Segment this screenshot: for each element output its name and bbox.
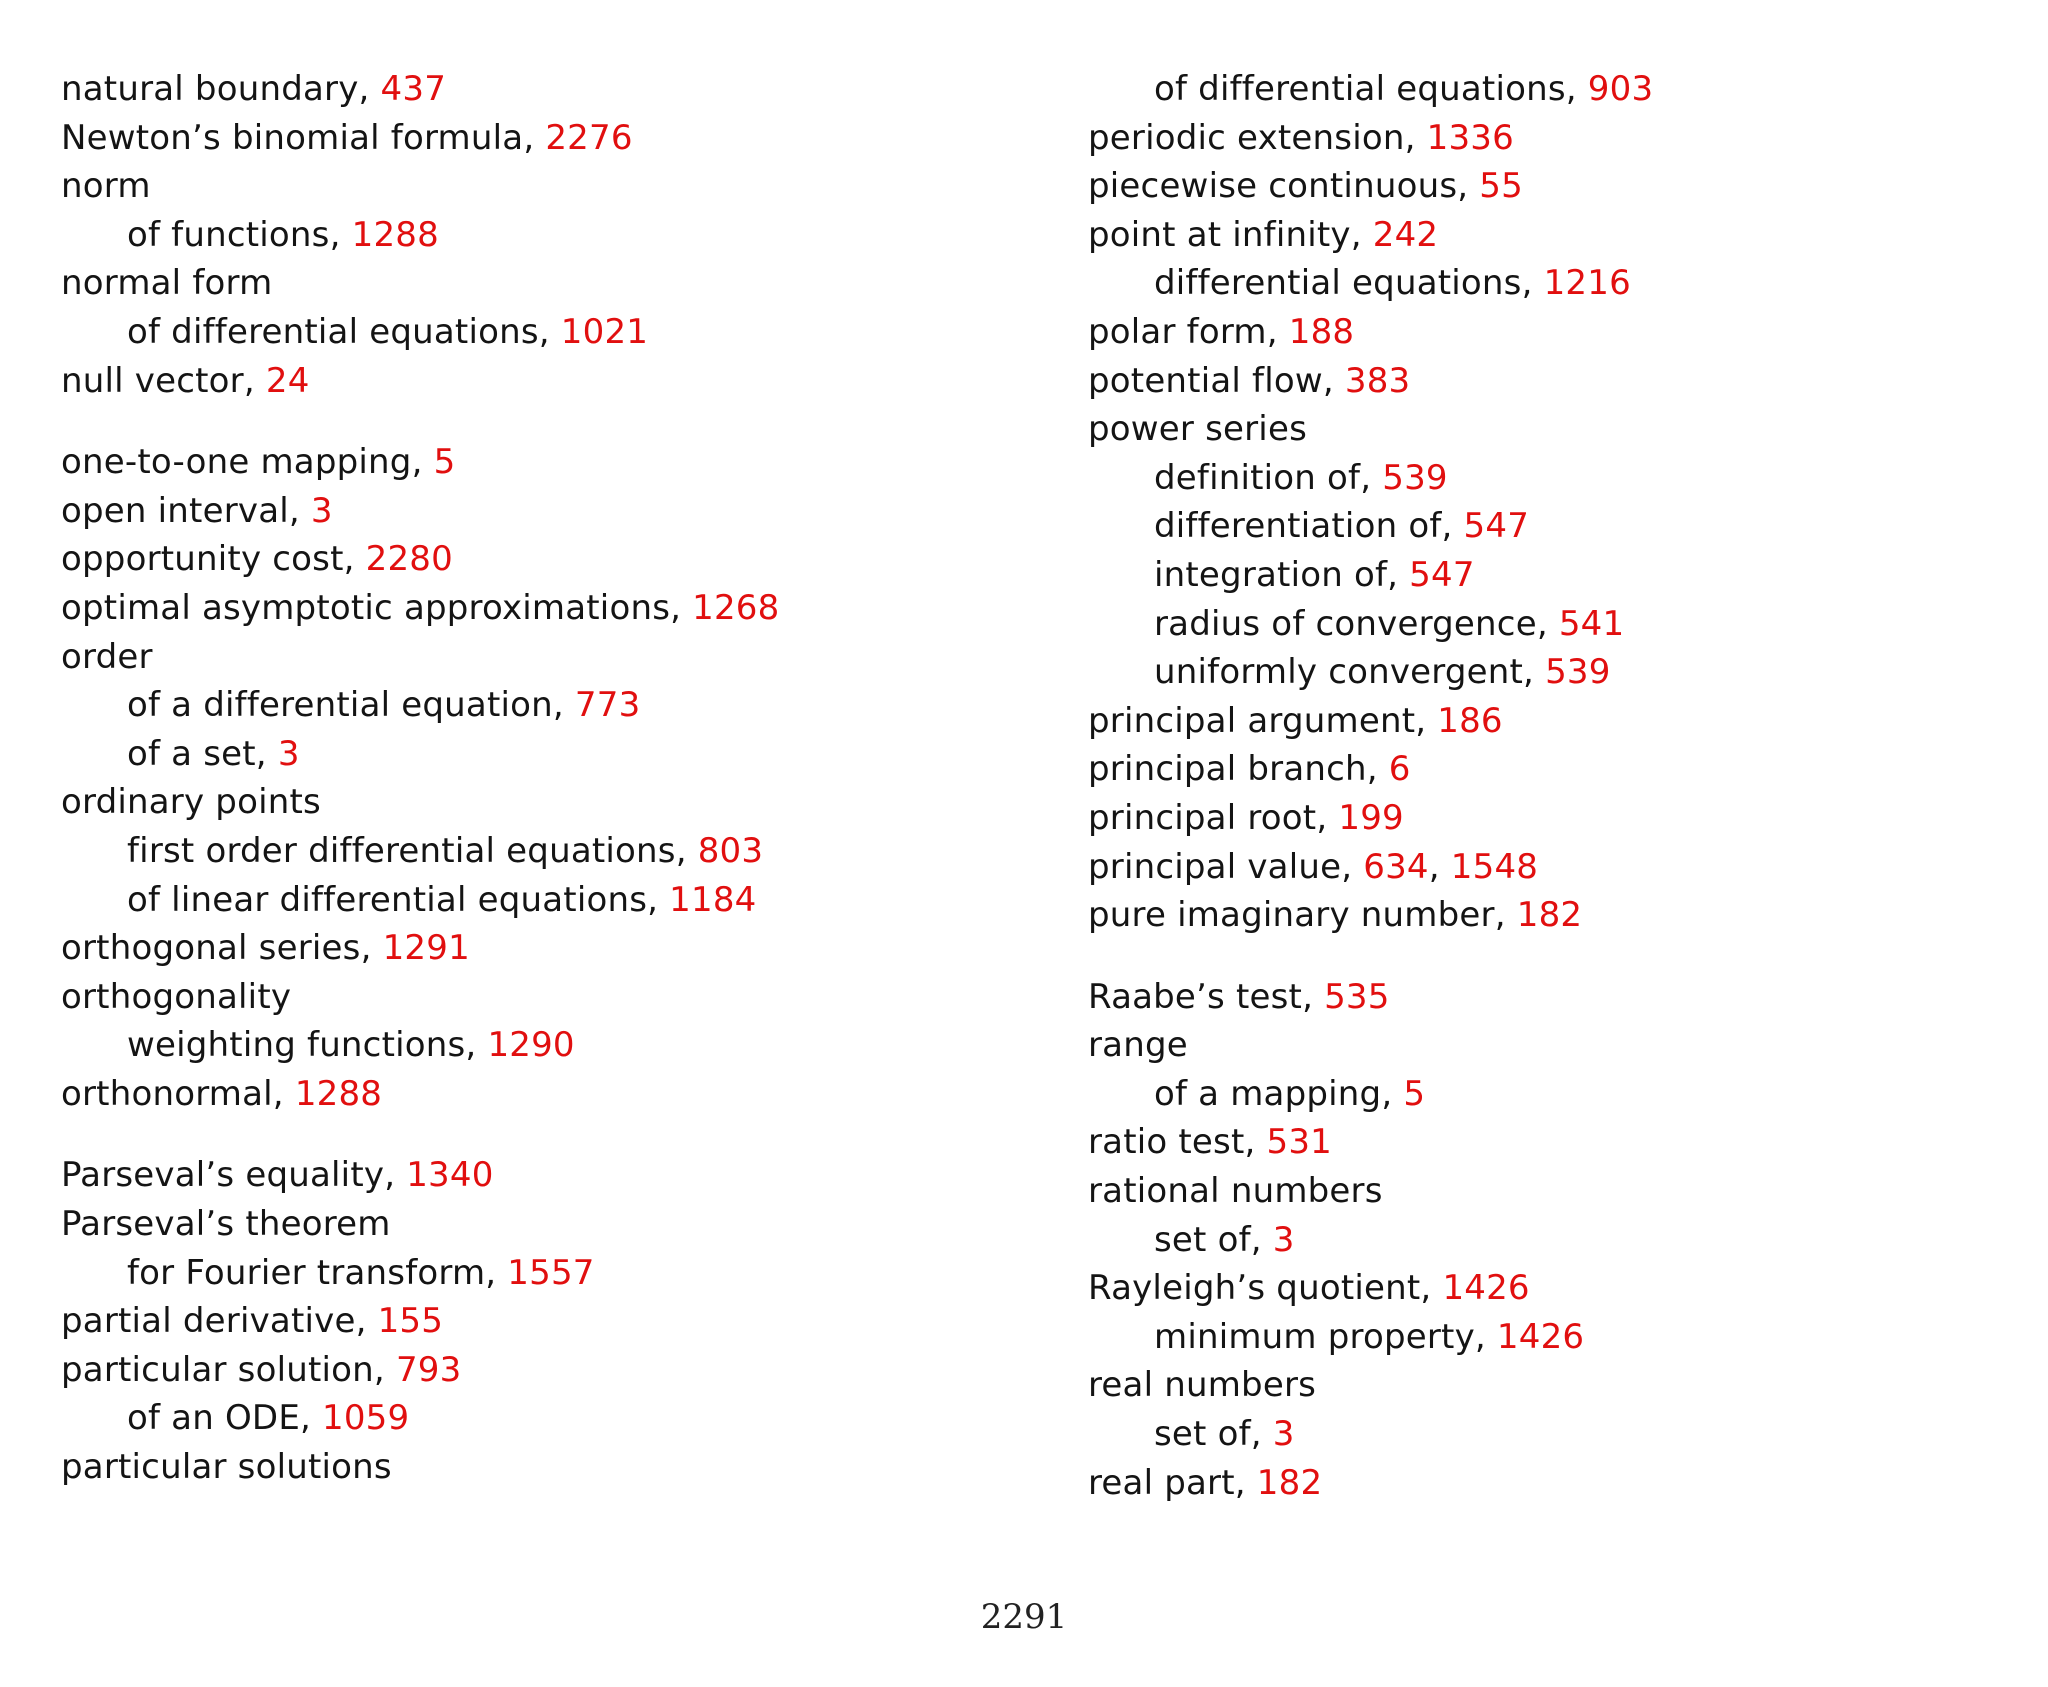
page-reference-link[interactable]: 1290 bbox=[487, 1025, 575, 1066]
index-term: Raabe’s test bbox=[1088, 976, 1303, 1017]
index-entry bbox=[61, 259, 1021, 308]
index-term: differentiation of bbox=[1154, 506, 1442, 547]
page-reference-link[interactable]: 188 bbox=[1288, 311, 1355, 352]
page-reference-link[interactable]: 1288 bbox=[294, 1073, 383, 1114]
index-subentry: of functions, 1288 bbox=[127, 214, 439, 255]
index-entry: principal argument, 186 bbox=[1088, 700, 1503, 741]
index-term: Parseval’s equality bbox=[61, 1155, 385, 1196]
index-subentry: integration of, 547 bbox=[1154, 554, 1475, 595]
page-reference-link[interactable]: 1336 bbox=[1426, 117, 1514, 158]
index-term: definition of bbox=[1154, 457, 1361, 498]
index-term: ordinary points bbox=[61, 782, 321, 823]
index-entry: principal branch, 6 bbox=[1088, 749, 1411, 790]
page-reference-link[interactable]: 2276 bbox=[545, 117, 633, 158]
index-entry: Parseval’s equality, 1340 bbox=[61, 1155, 494, 1196]
index-subentry: uniformly convergent, 539 bbox=[1154, 652, 1611, 693]
index-entry: orthonormal, 1288 bbox=[61, 1073, 383, 1114]
page-reference-link[interactable]: 186 bbox=[1437, 700, 1503, 741]
index-term: Newton’s binomial formula bbox=[61, 117, 524, 158]
page-number: 2291 bbox=[980, 1597, 1068, 1637]
index-entry: optimal asymptotic approximations, 1268 bbox=[61, 587, 780, 628]
index-column-left bbox=[61, 65, 1021, 1492]
index-entry bbox=[61, 1200, 1021, 1249]
index-entry: open interval, 3 bbox=[61, 490, 333, 531]
index-term: for Fourier transform bbox=[127, 1252, 486, 1293]
page-reference-link[interactable]: 1184 bbox=[669, 879, 757, 920]
index-entry: piecewise continuous, 55 bbox=[1088, 166, 1523, 207]
index-term: integration of bbox=[1154, 554, 1388, 595]
page-reference-link[interactable]: 6 bbox=[1388, 749, 1411, 790]
index-term: radius of convergence bbox=[1154, 603, 1537, 644]
index-term: Rayleigh’s quotient bbox=[1088, 1268, 1421, 1309]
index-subentry: of linear differential equations, 1184 bbox=[127, 879, 757, 920]
index-term: periodic extension bbox=[1088, 117, 1405, 158]
page-reference-link[interactable]: 541 bbox=[1558, 603, 1625, 644]
page-reference-link[interactable]: 242 bbox=[1372, 214, 1439, 255]
index-term: Parseval’s theorem bbox=[61, 1204, 391, 1245]
index-term: piecewise continuous bbox=[1088, 166, 1458, 207]
index-term: orthonormal bbox=[61, 1073, 273, 1114]
index-column-right bbox=[1088, 65, 2008, 1507]
page-reference-link[interactable]: 1268 bbox=[692, 587, 780, 628]
index-term: principal root bbox=[1088, 797, 1317, 838]
index-term: rational numbers bbox=[1088, 1171, 1383, 1212]
index-term: of differential equations bbox=[1154, 69, 1566, 109]
page-reference-link[interactable]: 383 bbox=[1344, 360, 1411, 401]
page-reference-link[interactable]: 1216 bbox=[1543, 263, 1631, 304]
index-entry: orthogonal series, 1291 bbox=[61, 928, 470, 969]
index-subentry: weighting functions, 1290 bbox=[127, 1025, 575, 1066]
page-reference-link[interactable]: 3 bbox=[310, 490, 333, 531]
index-subentry: definition of, 539 bbox=[1154, 457, 1448, 498]
page-reference-link[interactable]: 199 bbox=[1338, 797, 1404, 838]
index-term: ratio test bbox=[1088, 1122, 1245, 1163]
page-reference-link[interactable]: 1548 bbox=[1450, 846, 1539, 887]
index-term: real part bbox=[1088, 1462, 1235, 1503]
index-term: power series bbox=[1088, 409, 1307, 450]
index-entry bbox=[1088, 1167, 2008, 1216]
index-entry: Rayleigh’s quotient, 1426 bbox=[1088, 1268, 1530, 1309]
page-reference-link[interactable]: 5 bbox=[433, 442, 456, 483]
index-subentry: set of, 3 bbox=[1154, 1219, 1295, 1260]
index-term: one-to-one mapping bbox=[61, 442, 412, 483]
page-reference-link[interactable]: 547 bbox=[1409, 554, 1475, 595]
page-reference-link[interactable]: 1340 bbox=[406, 1155, 494, 1196]
index-term: particular solutions bbox=[61, 1447, 392, 1488]
index-subentry: first order differential equations, 803 bbox=[127, 830, 764, 871]
index-term: of a differential equation bbox=[127, 685, 553, 726]
index-entry: real part, 182 bbox=[1088, 1462, 1323, 1503]
index-term: of functions bbox=[127, 214, 330, 255]
index-entry bbox=[61, 778, 1021, 827]
page-reference-link[interactable]: 3 bbox=[1272, 1219, 1295, 1260]
index-term: of an ODE bbox=[127, 1398, 300, 1439]
page-reference-link[interactable]: 55 bbox=[1479, 166, 1523, 207]
index-term: of a mapping bbox=[1154, 1073, 1382, 1114]
index-subentry: of a set, 3 bbox=[127, 733, 300, 774]
index-term: potential flow bbox=[1088, 360, 1323, 401]
page-reference-link[interactable]: 155 bbox=[377, 1301, 444, 1342]
index-subentry: of a differential equation, 773 bbox=[127, 685, 641, 726]
page-reference-link[interactable]: 182 bbox=[1516, 895, 1583, 936]
index-entry: periodic extension, 1336 bbox=[1088, 117, 1514, 158]
index-term: point at infinity bbox=[1088, 214, 1351, 255]
index-term: principal branch bbox=[1088, 749, 1367, 790]
index-term: orthogonal series bbox=[61, 928, 361, 969]
index-term: range bbox=[1088, 1025, 1188, 1066]
index-term: first order differential equations bbox=[127, 830, 676, 871]
index-entry: Raabe’s test, 535 bbox=[1088, 976, 1390, 1017]
index-entry: particular solution, 793 bbox=[61, 1349, 462, 1390]
page-reference-link[interactable]: 24 bbox=[265, 360, 310, 401]
index-entry bbox=[1088, 405, 2008, 454]
index-term: set of bbox=[1154, 1414, 1251, 1455]
index-entry: principal root, 199 bbox=[1088, 797, 1404, 838]
index-subentry: minimum property, 1426 bbox=[1154, 1316, 1585, 1357]
page-reference-link[interactable]: 1059 bbox=[322, 1398, 410, 1439]
page-reference-link[interactable]: 182 bbox=[1256, 1462, 1323, 1503]
index-entry: potential flow, 383 bbox=[1088, 360, 1411, 401]
index-term: null vector bbox=[61, 360, 244, 401]
page-reference-link[interactable]: 3 bbox=[277, 733, 300, 774]
page-reference-link[interactable]: 2280 bbox=[365, 539, 453, 580]
index-term: of linear differential equations bbox=[127, 879, 648, 920]
page-reference-link[interactable]: 3 bbox=[1272, 1414, 1295, 1455]
index-entry: point at infinity, 242 bbox=[1088, 214, 1439, 255]
index-term: real numbers bbox=[1088, 1365, 1317, 1406]
index-term: open interval bbox=[61, 490, 289, 531]
index-entry: pure imaginary number, 182 bbox=[1088, 895, 1583, 936]
page-reference-link[interactable]: 437 bbox=[380, 69, 447, 109]
page-reference-link[interactable]: 1557 bbox=[507, 1252, 595, 1293]
index-entry: polar form, 188 bbox=[1088, 311, 1355, 352]
index-entry: principal value, 634, 1548 bbox=[1088, 846, 1539, 887]
index-entry bbox=[61, 162, 1021, 211]
page-reference-link[interactable]: 5 bbox=[1403, 1073, 1426, 1114]
page-reference-link[interactable]: 539 bbox=[1545, 652, 1611, 693]
index-entry: natural boundary, 437 bbox=[61, 69, 447, 109]
page-reference-link[interactable]: 1426 bbox=[1442, 1268, 1530, 1309]
index-term: order bbox=[61, 636, 153, 677]
index-entry bbox=[61, 1443, 1021, 1492]
index-entry: opportunity cost, 2280 bbox=[61, 539, 453, 580]
index-term: orthogonality bbox=[61, 976, 292, 1017]
page-reference-link[interactable]: 547 bbox=[1463, 506, 1530, 547]
page-reference-link[interactable]: 773 bbox=[574, 685, 641, 726]
index-term: optimal asymptotic approximations bbox=[61, 587, 671, 628]
page-reference-link[interactable]: 793 bbox=[395, 1349, 462, 1390]
index-term: partial derivative bbox=[61, 1301, 356, 1342]
index-term: differential equations bbox=[1154, 263, 1522, 304]
index-term: weighting functions bbox=[127, 1025, 466, 1066]
index-subentry: differential equations, 1216 bbox=[1154, 263, 1631, 304]
index-entry: partial derivative, 155 bbox=[61, 1301, 444, 1342]
page-reference-link[interactable]: 1021 bbox=[560, 311, 649, 352]
page-reference-link[interactable]: 1291 bbox=[382, 928, 470, 969]
index-term: uniformly convergent bbox=[1154, 652, 1524, 693]
index-term: set of bbox=[1154, 1219, 1251, 1260]
index-subentry: of an ODE, 1059 bbox=[127, 1398, 410, 1439]
index-entry bbox=[61, 973, 1021, 1022]
index-term: principal argument bbox=[1088, 700, 1416, 741]
index-term: normal form bbox=[61, 263, 273, 304]
index-entry: one-to-one mapping, 5 bbox=[61, 442, 456, 483]
index-entry: ratio test, 531 bbox=[1088, 1122, 1333, 1163]
index-term: natural boundary bbox=[61, 69, 359, 109]
index-term: of a set bbox=[127, 733, 256, 774]
page-reference-link[interactable]: 803 bbox=[697, 830, 764, 871]
index-subentry: radius of convergence, 541 bbox=[1154, 603, 1625, 644]
index-entry bbox=[1088, 1021, 2008, 1070]
index-term: norm bbox=[61, 166, 151, 207]
page-reference-link[interactable]: 634 bbox=[1363, 846, 1429, 887]
page-reference-link[interactable]: 531 bbox=[1266, 1122, 1333, 1163]
page-reference-link[interactable]: 539 bbox=[1382, 457, 1448, 498]
index-entry bbox=[1088, 1361, 2008, 1410]
page-reference-link[interactable]: 1426 bbox=[1496, 1316, 1585, 1357]
index-term: opportunity cost bbox=[61, 539, 344, 580]
index-entry: Newton’s binomial formula, 2276 bbox=[61, 117, 633, 158]
index-term: pure imaginary number bbox=[1088, 895, 1495, 936]
index-term: of differential equations bbox=[127, 311, 539, 352]
index-subentry: of differential equations, 1021 bbox=[127, 311, 649, 352]
index-term: minimum property bbox=[1154, 1316, 1475, 1357]
index-subentry: of a mapping, 5 bbox=[1154, 1073, 1426, 1114]
index-entry: null vector, 24 bbox=[61, 360, 310, 401]
index-term: principal value bbox=[1088, 846, 1342, 887]
page-reference-link[interactable]: 903 bbox=[1587, 69, 1654, 109]
page-reference-link[interactable]: 535 bbox=[1324, 976, 1390, 1017]
index-term: particular solution bbox=[61, 1349, 374, 1390]
index-subentry: set of, 3 bbox=[1154, 1414, 1295, 1455]
index-subentry: of differential equations, 903 bbox=[1154, 69, 1654, 109]
index-entry bbox=[61, 633, 1021, 682]
index-subentry: for Fourier transform, 1557 bbox=[127, 1252, 595, 1293]
page-reference-link[interactable]: 1288 bbox=[351, 214, 439, 255]
index-term: polar form bbox=[1088, 311, 1267, 352]
index-subentry: differentiation of, 547 bbox=[1154, 506, 1530, 547]
